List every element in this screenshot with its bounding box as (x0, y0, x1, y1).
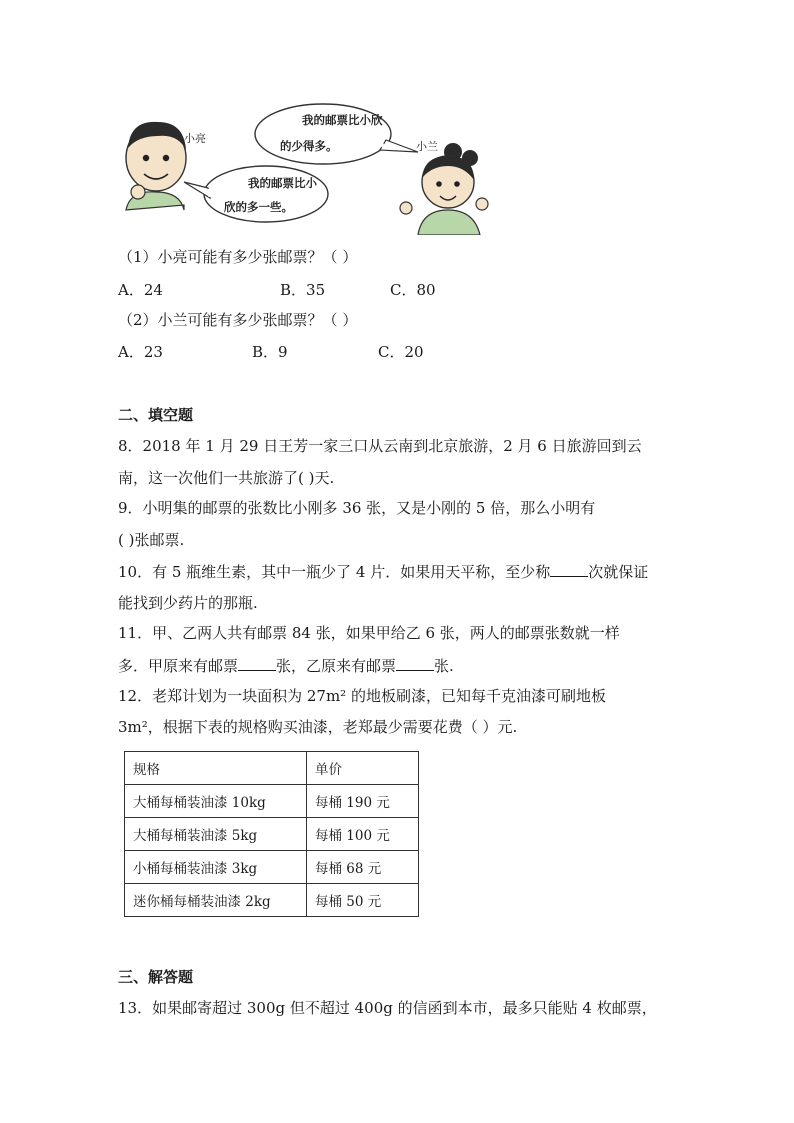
q11-answer-blank-yi[interactable] (396, 655, 434, 671)
q9-line2: ( )张邮票. (118, 531, 185, 549)
q9-line1: 9．小明集的邮票的张数比小刚多 36 张，又是小刚的 5 倍，那么小明有 (118, 499, 596, 517)
q10-text-b: 次就保证 (588, 563, 649, 581)
girl-name-label: 小兰 (416, 140, 438, 153)
q12-line2: 3m²，根据下表的规格购买油漆，老郑最少需要花费（ ）元. (118, 718, 518, 736)
table-cell-price: 每桶 100 元 (307, 818, 419, 851)
q7-sub1-option-a: A．24 (118, 281, 163, 299)
table-cell-price: 每桶 50 元 (307, 884, 419, 917)
bubble-top-line1: 我的邮票比小欣 (302, 113, 383, 127)
q8-line2: 南，这一次他们一共旅游了( )天. (118, 469, 335, 487)
q13-line1: 13．如果邮寄超过 300g 但不超过 400g 的信函到本市，最多只能贴 4 枚邮票， (118, 999, 657, 1017)
q7-sub2-option-c: C．20 (378, 343, 424, 361)
q10-answer-blank[interactable] (550, 561, 588, 577)
table-cell-price: 每桶 190 元 (307, 785, 419, 818)
q11-answer-blank-jia[interactable] (238, 655, 276, 671)
q7-sub2-option-b: B．9 (252, 343, 288, 361)
table-row (125, 818, 419, 851)
q10-text-a: 10．有 5 瓶维生素，其中一瓶少了 4 片．如果用天平称，至少称 (118, 563, 551, 581)
q12-line1: 12．老郑计划为一块面积为 27m² 的地板刷漆，已知每千克油漆可刷地板 (118, 687, 606, 705)
q7-sub1: （1）小亮可能有多少张邮票？（ ） (118, 248, 358, 266)
q11-line2 (118, 655, 454, 676)
table-row (125, 851, 419, 884)
table-row (125, 884, 419, 917)
bubble-bottom-line1: 我的邮票比小 (248, 176, 317, 190)
section-title-solve: 三、解答题 (118, 968, 194, 986)
girl-figure (400, 143, 488, 235)
q7-sub2: （2）小兰可能有多少张邮票？（ ） (118, 311, 358, 329)
paint-spec-table (124, 751, 419, 917)
q11-text-c: 张. (434, 657, 454, 675)
table-cell-price: 每桶 68 元 (307, 851, 419, 884)
table-cell-spec: 小桶每桶装油漆 3kg (125, 851, 307, 884)
table-cell-spec: 迷你桶每桶装油漆 2kg (125, 884, 307, 917)
table-header-row (125, 752, 419, 785)
boy-name-label: 小亮 (184, 132, 206, 145)
stamp-illustration (118, 100, 498, 235)
q7-sub1-option-b: B．35 (280, 281, 326, 299)
table-row (125, 785, 419, 818)
bubble-bottom-line2: 欣的多一些。 (224, 200, 293, 214)
q10-line2: 能找到少药片的那瓶. (118, 594, 258, 612)
table-cell-spec: 大桶每桶装油漆 10kg (125, 785, 307, 818)
q10-line1 (118, 561, 648, 582)
q11-line1: 11．甲、乙两人共有邮票 84 张，如果甲给乙 6 张，两人的邮票张数就一样 (118, 624, 620, 642)
boy-figure (126, 122, 186, 210)
q7-sub2-option-a: A．23 (118, 343, 163, 361)
q8-line1: 8．2018 年 1 月 29 日王芳一家三口从云南到北京旅游，2 月 6 日旅游回到云 (118, 437, 642, 455)
bubble-top-line2: 的少得多。 (280, 139, 338, 153)
q11-text-b: 张，乙原来有邮票 (276, 657, 397, 675)
section-title-fill-in: 二、填空题 (118, 406, 194, 424)
table-header-spec: 规格 (125, 752, 307, 785)
table-cell-spec: 大桶每桶装油漆 5kg (125, 818, 307, 851)
q7-sub1-option-c: C．80 (390, 281, 436, 299)
table-header-price: 单价 (307, 752, 419, 785)
q11-text-a: 多．甲原来有邮票 (118, 657, 239, 675)
